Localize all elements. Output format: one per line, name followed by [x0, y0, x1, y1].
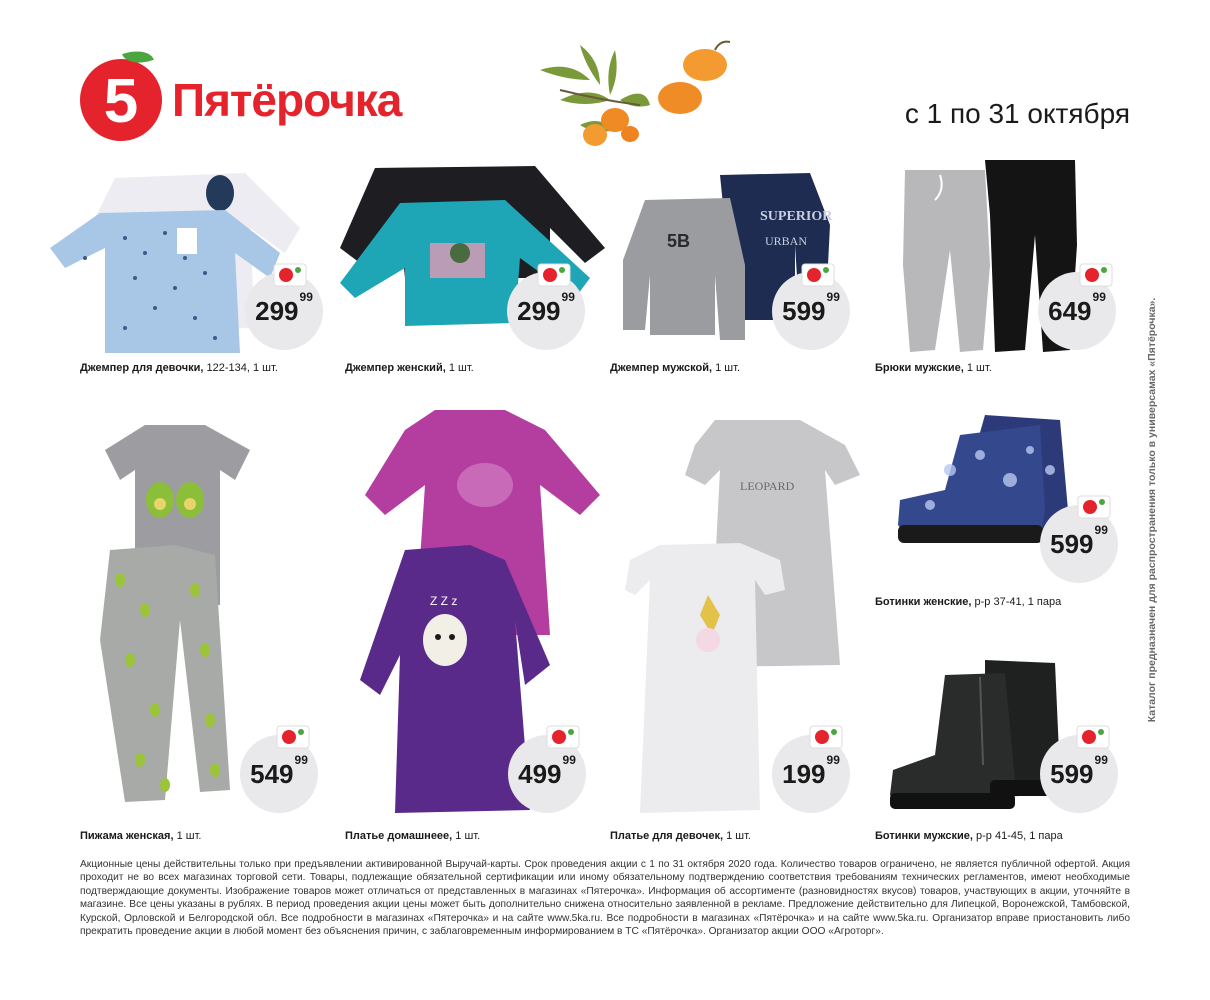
svg-text:URBAN: URBAN: [765, 234, 808, 248]
price-main: 549: [250, 758, 294, 789]
product-details: 1 шт.: [455, 830, 481, 842]
vertical-note-text: Каталог предназначен для распространения только в универсамах «Пятёрочка».: [1146, 297, 1158, 723]
price-cents: 99: [1094, 753, 1108, 767]
logo-digit: 5: [103, 67, 139, 136]
brand-logo: [80, 55, 401, 145]
sea-buckthorn-icon: [520, 30, 750, 160]
loyalty-card-icon: [536, 260, 572, 288]
loyalty-card-icon: [545, 722, 581, 750]
price-cents: 99: [299, 290, 313, 304]
price-cents: 99: [1094, 523, 1108, 537]
price-main: 599: [1050, 758, 1094, 789]
product-name: Пижама женская,: [80, 830, 174, 842]
loyalty-card-icon: [1076, 492, 1112, 520]
price-main: 649: [1048, 295, 1092, 326]
product-details: р-р 41-45, 1 пара: [976, 830, 1063, 842]
product-caption: [345, 830, 480, 842]
product-caption: [610, 362, 740, 374]
brand-name: Пятёрочка: [172, 74, 402, 126]
price-cents: 99: [294, 753, 308, 767]
logo-circle: [80, 59, 162, 141]
product-name: Ботинки мужские,: [875, 830, 973, 842]
svg-text:Z Z z: Z Z z: [430, 594, 458, 608]
svg-text:LEOPARD: LEOPARD: [740, 479, 795, 493]
product-details: 1 шт.: [715, 362, 740, 374]
product-name: Джемпер женский,: [345, 362, 446, 374]
svg-text:SUPERIOR: SUPERIOR: [760, 209, 833, 224]
product-name: Джемпер для девочки,: [80, 362, 204, 374]
product-name: Платье для девочек,: [610, 830, 724, 842]
price-main: 499: [518, 758, 562, 789]
leaf-icon: [122, 45, 154, 70]
product-name: Брюки мужские,: [875, 362, 964, 374]
loyalty-card-icon: [800, 260, 836, 288]
price-cents: 99: [1092, 290, 1106, 304]
legal-disclaimer: Акционные цены действительны только при предъявлении активированной Выручай-карты. Срок проведения акции с 1 по 31 октября 2020 года. Количество товаров ограничено, не является публичной офертой. Акция проходит не во всех магазинах торговой сети. Товары, подлежащие обязательной сертификации или иному обязательному подтверждению соответствия требованиям технических регламентов, имеют необходимые подтверждающие документы. Изображение товаров может отличаться от представленных в магазинах «Пятерочка». Информация об ассортименте (разновидностях вкусов) товаров, участвующих в акции, уточняйте в магазине. Все цены указаны в рублях. В период проведения акции цены может быть дополнительно снижена относительно заявленной в рекламе. Предложение действительно для Липецкой, Воронежской, Тамбовской, Курской, Орловской и Белгородской обл. Все подробности в магазинах «Пятерочка» и на сайте www.5ka.ru. Все подробности в магазинах «Пятёрочка» и на сайте www.5ka.ru. Организатор вправе приостановить либо прекратить проведение акции в любой момент без объяснения причин, с заблаговременным информированием в ТС «Пятёрочка». Организатор акции ООО «Агроторг».: [80, 859, 1130, 938]
product-caption: [875, 596, 1061, 608]
product-details: р-р 37-41, 1 пара: [974, 596, 1062, 608]
product-details: 1 шт.: [966, 362, 992, 374]
price-cents: 99: [826, 290, 840, 304]
vertical-note: [1142, 270, 1162, 750]
product-details: 122-134, 1 шт.: [206, 362, 278, 374]
product-details: 1 шт.: [448, 362, 474, 374]
product-name: Ботинки женские,: [875, 596, 972, 608]
price-cents: 99: [562, 753, 576, 767]
product-caption: [875, 362, 992, 374]
womens-pajama-image: [85, 420, 265, 810]
loyalty-card-icon: [275, 722, 311, 750]
loyalty-card-icon: [1078, 260, 1114, 288]
product-caption: [345, 362, 474, 374]
price-main: 599: [782, 295, 826, 326]
svg-text:5B: 5B: [667, 231, 691, 251]
product-name: Платье домашнеее,: [345, 830, 453, 842]
product-details: 1 шт.: [726, 830, 751, 842]
product-details: 1 шт.: [176, 830, 202, 842]
price-cents: 99: [561, 290, 575, 304]
loyalty-card-icon: [272, 260, 308, 288]
price-main: 599: [1050, 528, 1094, 559]
price-cents: 99: [826, 753, 840, 767]
promo-period: с 1 по 31 октября: [904, 98, 1130, 129]
product-caption: [80, 830, 201, 842]
loyalty-card-icon: [808, 722, 844, 750]
product-caption: [80, 362, 278, 374]
price-main: 299: [517, 295, 561, 326]
product-caption: [610, 830, 751, 842]
loyalty-card-icon: [1075, 722, 1111, 750]
product-caption: [875, 830, 1063, 842]
price-main: 199: [782, 758, 826, 789]
price-main: 299: [255, 295, 299, 326]
product-name: Джемпер мужской,: [610, 362, 713, 374]
